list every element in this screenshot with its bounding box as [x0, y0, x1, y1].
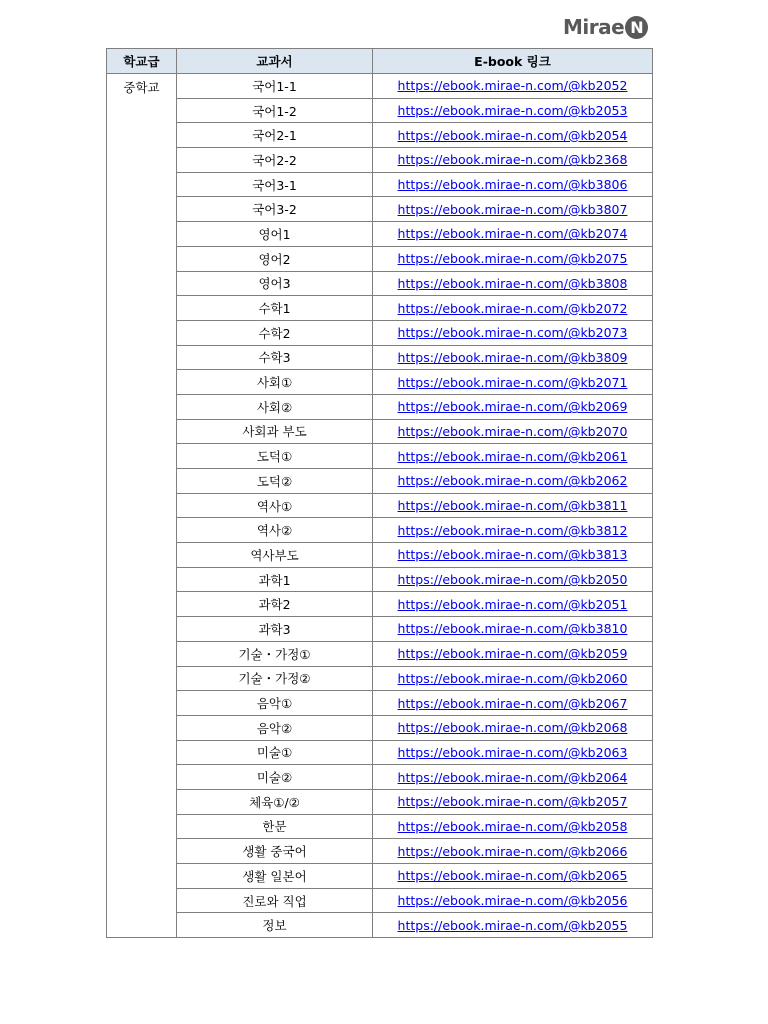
textbook-cell: 국어1-1 — [177, 74, 373, 99]
ebook-link[interactable]: https://ebook.mirae-n.com/@kb3812 — [397, 522, 628, 538]
ebook-link-cell — [373, 419, 653, 444]
ebook-link-cell — [373, 74, 653, 99]
table-row — [107, 222, 653, 247]
textbook-cell: 역사① — [177, 493, 373, 518]
ebook-link[interactable]: https://ebook.mirae-n.com/@kb2062 — [397, 473, 628, 489]
ebook-link-cell — [373, 814, 653, 839]
ebook-link-cell — [373, 715, 653, 740]
ebook-link[interactable]: https://ebook.mirae-n.com/@kb3807 — [397, 201, 628, 217]
ebook-link[interactable]: https://ebook.mirae-n.com/@kb2073 — [397, 325, 628, 341]
textbook-cell: 국어3-1 — [177, 172, 373, 197]
ebook-link[interactable]: https://ebook.mirae-n.com/@kb2053 — [397, 103, 628, 119]
logo-text: Mirae — [563, 15, 625, 39]
ebook-link[interactable]: https://ebook.mirae-n.com/@kb3813 — [397, 547, 628, 563]
table-row — [107, 518, 653, 543]
table-row — [107, 271, 653, 296]
textbook-cell: 미술① — [177, 740, 373, 765]
textbook-cell: 체육①/② — [177, 789, 373, 814]
logo-n-badge: N — [625, 16, 648, 39]
ebook-link-cell — [373, 197, 653, 222]
header-textbook: 교과서 — [177, 49, 373, 74]
ebook-link[interactable]: https://ebook.mirae-n.com/@kb2054 — [397, 127, 628, 143]
ebook-link[interactable]: https://ebook.mirae-n.com/@kb3809 — [397, 349, 628, 365]
table-row — [107, 320, 653, 345]
ebook-link-cell — [373, 567, 653, 592]
ebook-link-cell — [373, 123, 653, 148]
ebook-link-cell — [373, 444, 653, 469]
ebook-link[interactable]: https://ebook.mirae-n.com/@kb2057 — [397, 794, 628, 810]
table-row — [107, 567, 653, 592]
ebook-link-cell — [373, 592, 653, 617]
textbook-cell: 미술② — [177, 765, 373, 790]
textbook-cell: 영어3 — [177, 271, 373, 296]
ebook-link[interactable]: https://ebook.mirae-n.com/@kb2069 — [397, 399, 628, 415]
table-row — [107, 419, 653, 444]
table-row — [107, 617, 653, 642]
table-row — [107, 814, 653, 839]
textbook-cell: 생활 일본어 — [177, 864, 373, 889]
ebook-link[interactable]: https://ebook.mirae-n.com/@kb2068 — [397, 720, 628, 736]
ebook-link-cell — [373, 148, 653, 173]
textbook-cell: 한문 — [177, 814, 373, 839]
table-row — [107, 444, 653, 469]
textbook-cell: 국어2-1 — [177, 123, 373, 148]
table-row — [107, 370, 653, 395]
ebook-link-cell — [373, 320, 653, 345]
ebook-link-cell — [373, 888, 653, 913]
table-row — [107, 345, 653, 370]
textbook-cell: 음악② — [177, 715, 373, 740]
ebook-link[interactable]: https://ebook.mirae-n.com/@kb3811 — [397, 498, 628, 514]
textbook-cell: 국어2-2 — [177, 148, 373, 173]
textbook-cell: 과학2 — [177, 592, 373, 617]
textbook-cell: 도덕① — [177, 444, 373, 469]
ebook-link[interactable]: https://ebook.mirae-n.com/@kb2061 — [397, 448, 628, 464]
textbook-cell: 사회① — [177, 370, 373, 395]
ebook-link[interactable]: https://ebook.mirae-n.com/@kb2051 — [397, 596, 628, 612]
ebook-link[interactable]: https://ebook.mirae-n.com/@kb3810 — [397, 621, 628, 637]
ebook-link-cell — [373, 864, 653, 889]
table-row — [107, 666, 653, 691]
ebook-link[interactable]: https://ebook.mirae-n.com/@kb2067 — [397, 695, 628, 711]
table-row — [107, 740, 653, 765]
ebook-link[interactable]: https://ebook.mirae-n.com/@kb2059 — [397, 646, 628, 662]
textbook-cell: 사회② — [177, 394, 373, 419]
ebook-link[interactable]: https://ebook.mirae-n.com/@kb3808 — [397, 275, 628, 291]
ebook-link[interactable]: https://ebook.mirae-n.com/@kb2072 — [397, 300, 628, 316]
ebook-link[interactable]: https://ebook.mirae-n.com/@kb2368 — [397, 152, 628, 168]
ebook-link[interactable]: https://ebook.mirae-n.com/@kb2064 — [397, 769, 628, 785]
table-row — [107, 839, 653, 864]
table-row — [107, 394, 653, 419]
table-row — [107, 98, 653, 123]
table-row — [107, 172, 653, 197]
textbook-cell: 국어3-2 — [177, 197, 373, 222]
ebook-link[interactable]: https://ebook.mirae-n.com/@kb3806 — [397, 177, 628, 193]
ebook-link[interactable]: https://ebook.mirae-n.com/@kb2058 — [397, 818, 628, 834]
ebook-link-cell — [373, 518, 653, 543]
table-row — [107, 765, 653, 790]
ebook-link-cell — [373, 913, 653, 938]
textbook-cell: 진로와 직업 — [177, 888, 373, 913]
ebook-link[interactable]: https://ebook.mirae-n.com/@kb2060 — [397, 670, 628, 686]
table-row — [107, 864, 653, 889]
ebook-link[interactable]: https://ebook.mirae-n.com/@kb2074 — [397, 226, 628, 242]
textbook-cell: 수학3 — [177, 345, 373, 370]
table-row — [107, 691, 653, 716]
textbook-cell: 기술・가정① — [177, 641, 373, 666]
textbook-cell: 과학1 — [177, 567, 373, 592]
ebook-link-cell — [373, 740, 653, 765]
ebook-link[interactable]: https://ebook.mirae-n.com/@kb2056 — [397, 893, 628, 909]
ebook-link-cell — [373, 691, 653, 716]
ebook-link-cell — [373, 617, 653, 642]
school-level-cell: 중학교 — [107, 74, 177, 938]
textbook-cell: 수학1 — [177, 296, 373, 321]
ebook-link-cell — [373, 789, 653, 814]
table-row — [107, 123, 653, 148]
ebook-link[interactable]: https://ebook.mirae-n.com/@kb2063 — [397, 744, 628, 760]
table-row — [107, 197, 653, 222]
header-ebook-link: E-book 링크 — [373, 49, 653, 74]
ebook-link-cell — [373, 222, 653, 247]
table-row — [107, 641, 653, 666]
ebook-link-cell — [373, 839, 653, 864]
textbook-cell: 기술・가정② — [177, 666, 373, 691]
table-row — [107, 296, 653, 321]
ebook-link-cell — [373, 246, 653, 271]
textbook-cell: 국어1-2 — [177, 98, 373, 123]
textbook-cell: 정보 — [177, 913, 373, 938]
ebook-link-cell — [373, 172, 653, 197]
textbook-cell: 수학2 — [177, 320, 373, 345]
ebook-link-cell — [373, 370, 653, 395]
textbook-cell: 과학3 — [177, 617, 373, 642]
table-row — [107, 74, 653, 99]
table-row — [107, 469, 653, 494]
ebook-link[interactable]: https://ebook.mirae-n.com/@kb2050 — [397, 572, 628, 588]
ebook-link-cell — [373, 641, 653, 666]
ebook-link-cell — [373, 493, 653, 518]
table-row — [107, 493, 653, 518]
textbook-cell: 도덕② — [177, 469, 373, 494]
ebook-link[interactable]: https://ebook.mirae-n.com/@kb2055 — [397, 917, 628, 933]
table-row — [107, 592, 653, 617]
table-row — [107, 543, 653, 568]
ebook-link-cell — [373, 394, 653, 419]
ebook-link[interactable]: https://ebook.mirae-n.com/@kb2075 — [397, 251, 628, 267]
table-row — [107, 246, 653, 271]
ebook-link[interactable]: https://ebook.mirae-n.com/@kb2071 — [397, 374, 628, 390]
ebook-link-cell — [373, 765, 653, 790]
ebook-link-cell — [373, 469, 653, 494]
ebook-link[interactable]: https://ebook.mirae-n.com/@kb2065 — [397, 868, 628, 884]
ebook-link[interactable]: https://ebook.mirae-n.com/@kb2066 — [397, 843, 628, 859]
table-row — [107, 913, 653, 938]
ebook-link-cell — [373, 345, 653, 370]
ebook-link-cell — [373, 98, 653, 123]
ebook-link[interactable]: https://ebook.mirae-n.com/@kb2052 — [397, 78, 628, 94]
textbook-cell: 영어1 — [177, 222, 373, 247]
textbook-cell: 음악① — [177, 691, 373, 716]
table-header-row — [107, 49, 653, 74]
table-row — [107, 148, 653, 173]
ebook-link-cell — [373, 666, 653, 691]
table-row — [107, 715, 653, 740]
ebook-link-table — [106, 48, 653, 938]
table-row — [107, 789, 653, 814]
ebook-link-cell — [373, 271, 653, 296]
textbook-cell: 생활 중국어 — [177, 839, 373, 864]
textbook-cell: 역사부도 — [177, 543, 373, 568]
ebook-link-cell — [373, 543, 653, 568]
ebook-link-cell — [373, 296, 653, 321]
table-row — [107, 888, 653, 913]
ebook-link[interactable]: https://ebook.mirae-n.com/@kb2070 — [397, 423, 628, 439]
brand-logo — [563, 15, 648, 39]
textbook-cell: 역사② — [177, 518, 373, 543]
textbook-cell: 영어2 — [177, 246, 373, 271]
header-school-level: 학교급 — [107, 49, 177, 74]
textbook-cell: 사회과 부도 — [177, 419, 373, 444]
table-body — [107, 74, 653, 938]
